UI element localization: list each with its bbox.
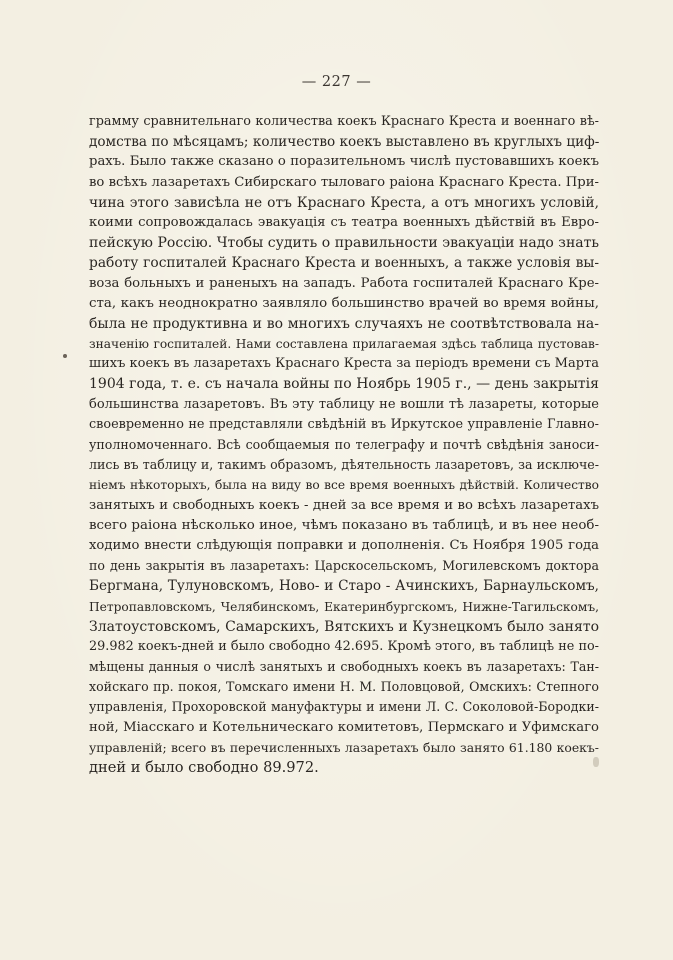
text-line: грамму сравнительнаго количества коекъ Краснаго Креста и военнаго вѣ- bbox=[89, 114, 599, 129]
text-line: по день закрытія въ лазаретахъ: Царскосельскомъ, Могилевскомъ доктора bbox=[89, 558, 599, 574]
text-line: коими сопровождалась эвакуація съ театра военныхъ дѣйствій въ Евро- bbox=[89, 214, 599, 230]
text-line: во всѣхъ лазаретахъ Сибирскаго тыловаго раіона Краснаго Креста. При- bbox=[89, 174, 599, 190]
text-line: воза больныхъ и раненыхъ на западъ. Работа госпиталей Краснаго Кре- bbox=[89, 275, 599, 291]
text-line: 1904 года, т. е. съ начала войны по Ноябрь 1905 г., — день закрытія bbox=[89, 376, 599, 393]
text-line: домства по мѣсяцамъ; количество коекъ выставлено въ круглыхъ циф- bbox=[89, 134, 599, 151]
text-line: управленія, Прохоровской мануфактуры и имени Л. С. Соколовой-Бородки- bbox=[89, 699, 599, 715]
text-line: 29.982 коекъ-дней и было свободно 42.695. Кромѣ этого, въ таблицѣ не по- bbox=[89, 638, 599, 654]
text-line: мѣщены данныя о числѣ занятыхъ и свободныхъ коекъ въ лазаретахъ: Тан- bbox=[89, 659, 599, 675]
text-line: шихъ коекъ въ лазаретахъ Краснаго Креста за періодъ времени съ Марта bbox=[89, 356, 599, 372]
body-text bbox=[89, 112, 599, 778]
text-line: Златоустовскомъ, Самарскихъ, Вятскихъ и Кузнецкомъ было занято bbox=[89, 618, 599, 635]
text-line-last: дней и было свободно 89.972. bbox=[89, 759, 319, 776]
text-line: управленій; всего въ перечисленныхъ лазаретахъ было занято 61.180 коекъ- bbox=[89, 739, 599, 755]
text-line: занятыхъ и свободныхъ коекъ - дней за все время и во всѣхъ лазаретахъ bbox=[89, 497, 599, 513]
text-line: лись въ таблицу и, такимъ образомъ, дѣятельность лазаретовъ, за исключе- bbox=[89, 457, 599, 473]
text-line: ной, Міасскаго и Котельническаго комитетовъ, Пермскаго и Уфимскаго bbox=[89, 719, 599, 735]
text-line: хойскаго пр. покоя, Томскаго имени Н. М. Половцовой, Омскихъ: Степного bbox=[89, 679, 599, 695]
text-line: чина этого зависѣла не отъ Краснаго Креста, а отъ многихъ условій, bbox=[89, 194, 599, 211]
text-line: большинства лазаретовъ. Въ эту таблицу не вошли тѣ лазареты, которые bbox=[89, 396, 599, 412]
text-line: ходимо внести слѣдующія поправки и дополненія. Съ Ноября 1905 года bbox=[89, 537, 599, 553]
text-line: значенію госпиталей. Нами составлена прилагаемая здѣсь таблица пустовав- bbox=[89, 337, 599, 352]
text-line: всего раіона нѣсколько иное, чѣмъ показано въ таблицѣ, и въ нее необ- bbox=[89, 517, 599, 533]
text-line: ста, какъ неоднократно заявляло большинство врачей во время войны, bbox=[89, 295, 599, 311]
text-line: своевременно не представляли свѣдѣній въ Иркутское управленіе Главно- bbox=[89, 416, 599, 432]
text-line: ніемъ нѣкоторыхъ, была на виду во все время военныхъ дѣйствій. Количество bbox=[89, 478, 599, 493]
text-line: работу госпиталей Краснаго Креста и военныхъ, а также условія вы- bbox=[89, 255, 599, 272]
text-line: уполномоченнаго. Всѣ сообщаемыя по телеграфу и почтѣ свѣдѣнія заноси- bbox=[89, 437, 599, 452]
page-number: — 227 — bbox=[301, 74, 372, 90]
text-line: пейскую Россію. Чтобы судить о правильности эвакуаціи надо знать bbox=[89, 235, 599, 252]
text-line: Бергмана, Тулуновскомъ, Ново- и Старо - Ачинскихъ, Барнаульскомъ, bbox=[89, 578, 599, 595]
text-line: рахъ. Было также сказано о поразительномъ числѣ пустовавшихъ коекъ bbox=[89, 154, 599, 170]
text-line: была не продуктивна и во многихъ случаяхъ не соотвѣтствовала на- bbox=[89, 315, 599, 332]
text-line: Петропавловскомъ, Челябинскомъ, Екатеринбургскомъ, Нижне-Тагильскомъ, bbox=[89, 599, 599, 614]
margin-mark bbox=[63, 354, 67, 358]
